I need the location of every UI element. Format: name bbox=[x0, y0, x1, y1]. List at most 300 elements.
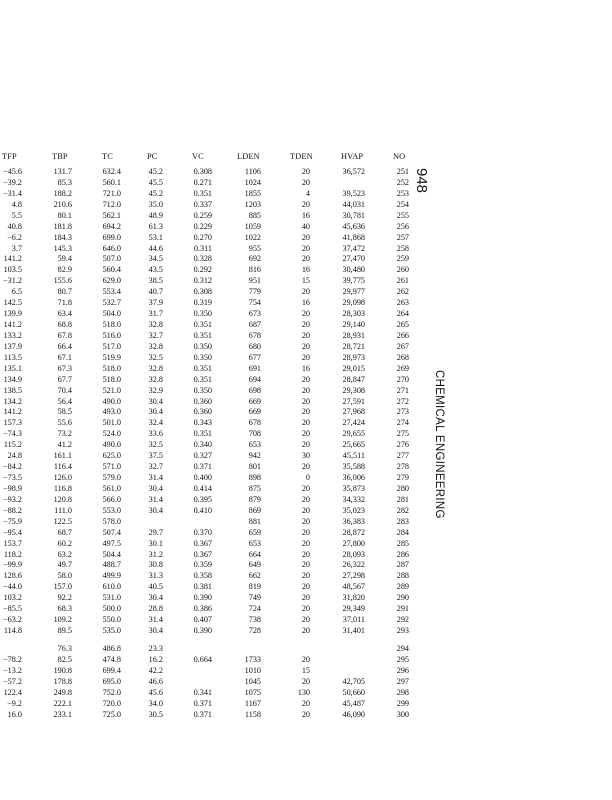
table-cell: 261 bbox=[396, 276, 409, 286]
table-cell: 521.0 bbox=[102, 385, 121, 395]
table-cell: 698 bbox=[248, 385, 261, 395]
table-cell: 278 bbox=[396, 462, 409, 472]
table-cell: 1733 bbox=[244, 654, 261, 664]
table-cell: 286 bbox=[396, 549, 409, 559]
table-cell: 0.351 bbox=[193, 363, 212, 373]
table-cell: 271 bbox=[396, 385, 409, 395]
table-cell: 20 bbox=[301, 429, 310, 439]
page-number: 948 bbox=[413, 168, 430, 194]
table-cell: 40 bbox=[301, 221, 310, 231]
table-cell: 71.8 bbox=[57, 298, 72, 308]
table-cell: 277 bbox=[396, 451, 409, 461]
table-cell: 951 bbox=[248, 276, 261, 286]
table-cell: 486.8 bbox=[102, 643, 121, 653]
table-cell: 34.5 bbox=[148, 254, 163, 264]
table-cell: 268 bbox=[396, 352, 409, 362]
table-cell: 20 bbox=[301, 698, 310, 708]
table-cell: 274 bbox=[396, 418, 409, 428]
table-cell: 46.6 bbox=[148, 676, 163, 686]
table-cell: 1045 bbox=[244, 676, 261, 686]
table-cell: 0.351 bbox=[193, 320, 212, 330]
table-cell: 0.340 bbox=[193, 440, 212, 450]
table-cell: 32.8 bbox=[148, 374, 163, 384]
table-cell: −13.2 bbox=[3, 665, 22, 675]
table-cell: 680 bbox=[248, 341, 261, 351]
table-cell: 721.0 bbox=[102, 188, 121, 198]
table-cell: 45.6 bbox=[148, 687, 163, 697]
table-cell: 20 bbox=[301, 494, 310, 504]
table-cell: 28,303 bbox=[342, 309, 365, 319]
table-cell: 664 bbox=[248, 549, 261, 559]
table-cell: 37,011 bbox=[342, 615, 365, 625]
table-cell: 32.4 bbox=[148, 418, 163, 428]
table-cell: 269 bbox=[396, 363, 409, 373]
table-cell: 38.5 bbox=[148, 276, 163, 286]
table-cell: 30.5 bbox=[148, 709, 163, 719]
table-cell: −93.2 bbox=[3, 494, 22, 504]
table-cell: 155.6 bbox=[53, 276, 72, 286]
table-cell: 27,591 bbox=[342, 396, 365, 406]
table-cell: 673 bbox=[248, 309, 261, 319]
table-cell: 42.2 bbox=[148, 665, 163, 675]
table-cell: 0.312 bbox=[193, 276, 212, 286]
table-cell: 699.0 bbox=[102, 232, 121, 242]
table-cell: 553.4 bbox=[102, 287, 121, 297]
table-cell: 0.360 bbox=[193, 396, 212, 406]
table-cell: 39,775 bbox=[342, 276, 365, 286]
table-cell: 20 bbox=[301, 676, 310, 686]
table-cell: 0.350 bbox=[193, 352, 212, 362]
table-cell: 490.0 bbox=[102, 396, 121, 406]
table-cell: 103.2 bbox=[3, 593, 22, 603]
table-cell: 31.7 bbox=[148, 309, 163, 319]
table-cell: 181.8 bbox=[53, 221, 72, 231]
table-cell: 20 bbox=[301, 582, 310, 592]
table-cell: 32.8 bbox=[148, 341, 163, 351]
table-cell: 0.664 bbox=[193, 654, 212, 664]
table-cell: 66.4 bbox=[57, 341, 72, 351]
table-cell: 1059 bbox=[244, 221, 261, 231]
table-cell: 31.2 bbox=[148, 549, 163, 559]
table-cell: 488.7 bbox=[102, 560, 121, 570]
table-cell: 816 bbox=[248, 265, 261, 275]
table-cell: 1022 bbox=[244, 232, 261, 242]
table-cell: 37.9 bbox=[148, 298, 163, 308]
table-cell: 0.259 bbox=[193, 210, 212, 220]
table-cell: 31.4 bbox=[148, 494, 163, 504]
table-cell: 20 bbox=[301, 309, 310, 319]
table-cell: 20 bbox=[301, 462, 310, 472]
table-cell: 297 bbox=[396, 676, 409, 686]
table-cell: 292 bbox=[396, 615, 409, 625]
table-cell: 276 bbox=[396, 440, 409, 450]
table-cell: 553.0 bbox=[102, 505, 121, 515]
table-cell: 579.0 bbox=[102, 473, 121, 483]
table-cell: 507.0 bbox=[102, 254, 121, 264]
table-cell: 222.1 bbox=[53, 698, 72, 708]
table-cell: 53.1 bbox=[148, 232, 163, 242]
table-cell: 40.7 bbox=[148, 287, 163, 297]
table-cell: 251 bbox=[396, 167, 409, 176]
table-cell: 779 bbox=[248, 287, 261, 297]
table-cell: 39,523 bbox=[342, 188, 365, 198]
table-cell: 20 bbox=[301, 604, 310, 614]
table-cell: 252 bbox=[396, 177, 409, 187]
table-cell: 134.2 bbox=[3, 396, 22, 406]
table-cell: 32.5 bbox=[148, 352, 163, 362]
table-cell: 4.8 bbox=[11, 199, 22, 209]
table-cell: 122.4 bbox=[3, 687, 22, 697]
table-cell: 6.5 bbox=[11, 287, 22, 297]
table-cell: 63.2 bbox=[57, 549, 72, 559]
table-cell: 507.4 bbox=[102, 527, 121, 537]
table-cell: 28,721 bbox=[342, 341, 365, 351]
table-cell: 266 bbox=[396, 330, 409, 340]
table-cell: 30.1 bbox=[148, 538, 163, 548]
table-cell: 120.8 bbox=[53, 494, 72, 504]
table-cell: 725.0 bbox=[102, 709, 121, 719]
table-cell: 1167 bbox=[244, 698, 261, 708]
table-cell: 0.308 bbox=[193, 287, 212, 297]
table-cell: 20 bbox=[301, 330, 310, 340]
table-cell: 20 bbox=[301, 709, 310, 719]
table-cell: 571.0 bbox=[102, 462, 121, 472]
table-cell: 30,480 bbox=[342, 265, 365, 275]
column-header: TDEN bbox=[290, 152, 313, 161]
table-cell: 32.9 bbox=[148, 385, 163, 395]
table-cell: 32.7 bbox=[148, 462, 163, 472]
table-cell: 249.8 bbox=[53, 687, 72, 697]
table-cell: 68.7 bbox=[57, 527, 72, 537]
table-cell: 20 bbox=[301, 516, 310, 526]
table-cell: 625.0 bbox=[102, 451, 121, 461]
table-cell: 35.0 bbox=[148, 199, 163, 209]
table-cell: 493.0 bbox=[102, 407, 121, 417]
table-cell: 518.0 bbox=[102, 363, 121, 373]
column-header: TFP bbox=[2, 152, 17, 161]
table-cell: 31,820 bbox=[342, 593, 365, 603]
table-cell: 37.5 bbox=[148, 451, 163, 461]
table-cell: 0.292 bbox=[193, 265, 212, 275]
table-cell: 291 bbox=[396, 604, 409, 614]
table-cell: 692 bbox=[248, 254, 261, 264]
table-cell: −44.0 bbox=[3, 582, 22, 592]
table-cell: 298 bbox=[396, 687, 409, 697]
table-cell: 560.4 bbox=[102, 265, 121, 275]
table-cell: 662 bbox=[248, 571, 261, 581]
table-cell: 504.4 bbox=[102, 549, 121, 559]
table-cell: 29,977 bbox=[342, 287, 365, 297]
table-cell: 687 bbox=[248, 320, 261, 330]
running-head: CHEMICAL ENGINEERING bbox=[433, 370, 445, 519]
table-cell: 130 bbox=[297, 687, 310, 697]
table-cell: 284 bbox=[396, 527, 409, 537]
table-cell: 504.0 bbox=[102, 309, 121, 319]
table-cell: 0.395 bbox=[193, 494, 212, 504]
column-header: VC bbox=[192, 152, 204, 161]
table-cell: 254 bbox=[396, 199, 409, 209]
table-cell: 280 bbox=[396, 483, 409, 493]
table-cell: 517.0 bbox=[102, 341, 121, 351]
table-cell: 73.2 bbox=[57, 429, 72, 439]
table-cell: 1855 bbox=[244, 188, 261, 198]
table-cell: 264 bbox=[396, 309, 409, 319]
table-cell: 153.7 bbox=[3, 538, 22, 548]
table-cell: 44,031 bbox=[342, 199, 365, 209]
table-cell: 28.8 bbox=[148, 604, 163, 614]
table-cell: 518.0 bbox=[102, 320, 121, 330]
table-cell: 20 bbox=[301, 483, 310, 493]
table-cell: 113.5 bbox=[3, 352, 22, 362]
table-cell: 16 bbox=[301, 363, 310, 373]
table-cell: 0.337 bbox=[193, 199, 212, 209]
table-cell: 0.270 bbox=[193, 232, 212, 242]
table-cell: 885 bbox=[248, 210, 261, 220]
table-cell: 653 bbox=[248, 440, 261, 450]
table-cell: 1010 bbox=[244, 665, 261, 675]
table-cell: −95.4 bbox=[3, 527, 22, 537]
table-cell: 138.5 bbox=[3, 385, 22, 395]
table-cell: 109.2 bbox=[53, 615, 72, 625]
table-cell: 32.8 bbox=[148, 320, 163, 330]
table-cell: 122.5 bbox=[53, 516, 72, 526]
table-cell: 45.5 bbox=[148, 177, 163, 187]
table-cell: 60.2 bbox=[57, 538, 72, 548]
table-cell: 20 bbox=[301, 538, 310, 548]
table-cell: 27,968 bbox=[342, 407, 365, 417]
table-cell: −75.9 bbox=[3, 516, 22, 526]
table-cell: 0.390 bbox=[193, 593, 212, 603]
table-cell: 659 bbox=[248, 527, 261, 537]
table-cell: 294 bbox=[396, 643, 409, 653]
table-cell: 58.0 bbox=[57, 571, 72, 581]
table-cell: 27,298 bbox=[342, 571, 365, 581]
table-cell: 23.3 bbox=[148, 643, 163, 653]
table-cell: 270 bbox=[396, 374, 409, 384]
table-cell: 691 bbox=[248, 363, 261, 373]
table-cell: 955 bbox=[248, 243, 261, 253]
table-cell: 560.1 bbox=[102, 177, 121, 187]
table-cell: 28,093 bbox=[342, 549, 365, 559]
table-cell: 524.0 bbox=[102, 429, 121, 439]
table-cell: 30 bbox=[301, 451, 310, 461]
table-cell: −39.2 bbox=[3, 177, 22, 187]
table-cell: 501.0 bbox=[102, 418, 121, 428]
table-cell: 27,470 bbox=[342, 254, 365, 264]
table-cell: 30.4 bbox=[148, 396, 163, 406]
table-cell: 31.4 bbox=[148, 473, 163, 483]
table-cell: 0.319 bbox=[193, 298, 212, 308]
table-cell: 290 bbox=[396, 593, 409, 603]
table-cell: 20 bbox=[301, 232, 310, 242]
table-cell: 45.2 bbox=[148, 188, 163, 198]
table-cell: 752.0 bbox=[102, 687, 121, 697]
table-cell: 0.370 bbox=[193, 527, 212, 537]
table-cell: 712.0 bbox=[102, 199, 121, 209]
table-cell: 0.311 bbox=[193, 243, 212, 253]
table-cell: 0.410 bbox=[193, 505, 212, 515]
table-cell: 80.7 bbox=[57, 287, 72, 297]
table-cell: 29,655 bbox=[342, 429, 365, 439]
table-cell: 1106 bbox=[244, 167, 261, 176]
table-cell: 695.0 bbox=[102, 676, 121, 686]
table-cell: 34,332 bbox=[342, 494, 365, 504]
table-cell: 111.0 bbox=[54, 505, 72, 515]
table-cell: −31.2 bbox=[3, 276, 22, 286]
table-cell: 257 bbox=[396, 232, 409, 242]
table-cell: 142.5 bbox=[3, 298, 22, 308]
table-cell: 29.7 bbox=[148, 527, 163, 537]
table-cell: 0.371 bbox=[193, 698, 212, 708]
table-cell: 256 bbox=[396, 221, 409, 231]
table-cell: 295 bbox=[396, 654, 409, 664]
table-cell: 115.2 bbox=[3, 440, 22, 450]
table-cell: 296 bbox=[396, 665, 409, 675]
table-cell: 875 bbox=[248, 483, 261, 493]
table-cell: 139.9 bbox=[3, 309, 22, 319]
table-cell: 20 bbox=[301, 593, 310, 603]
table-cell: 42,705 bbox=[342, 676, 365, 686]
table-cell: 720.0 bbox=[102, 698, 121, 708]
table-cell: 0.351 bbox=[193, 330, 212, 340]
table-cell: 299 bbox=[396, 698, 409, 708]
table-cell: 0.350 bbox=[193, 341, 212, 351]
table-cell: 30.8 bbox=[148, 560, 163, 570]
table-cell: 29,140 bbox=[342, 320, 365, 330]
table-cell: 629.0 bbox=[102, 276, 121, 286]
table-cell: −85.5 bbox=[3, 604, 22, 614]
table-cell: 58.5 bbox=[57, 407, 72, 417]
table-cell: 0.327 bbox=[193, 451, 212, 461]
table-cell: 20 bbox=[301, 418, 310, 428]
table-cell: 0.328 bbox=[193, 254, 212, 264]
table-cell: 0.414 bbox=[193, 483, 212, 493]
table-cell: 28,973 bbox=[342, 352, 365, 362]
table-cell: 653 bbox=[248, 538, 261, 548]
table-cell: 20 bbox=[301, 177, 310, 187]
table-cell: 20 bbox=[301, 385, 310, 395]
table-cell: 37,472 bbox=[342, 243, 365, 253]
table-cell: 649 bbox=[248, 560, 261, 570]
table-cell: 28,847 bbox=[342, 374, 365, 384]
table-cell: 134.9 bbox=[3, 374, 22, 384]
table-cell: 161.1 bbox=[53, 451, 72, 461]
table-cell: 85.3 bbox=[57, 177, 72, 187]
table-cell: 678 bbox=[248, 418, 261, 428]
table-cell: 566.0 bbox=[102, 494, 121, 504]
table-cell: 532.7 bbox=[102, 298, 121, 308]
table-cell: 20 bbox=[301, 560, 310, 570]
table-cell: 20 bbox=[301, 374, 310, 384]
table-cell: 15 bbox=[301, 276, 310, 286]
table-cell: 29,098 bbox=[342, 298, 365, 308]
table-cell: 141.2 bbox=[3, 254, 22, 264]
table-cell: 801 bbox=[248, 462, 261, 472]
table-cell: 36,572 bbox=[342, 167, 365, 176]
table-cell: −63.2 bbox=[3, 615, 22, 625]
table-cell: 20 bbox=[301, 571, 310, 581]
table-cell: 3.7 bbox=[11, 243, 22, 253]
table-cell: 287 bbox=[396, 560, 409, 570]
table-cell: 499.9 bbox=[102, 571, 121, 581]
table-cell: 0.351 bbox=[193, 429, 212, 439]
table-cell: 137.9 bbox=[3, 341, 22, 351]
table-cell: 0.358 bbox=[193, 571, 212, 581]
table-cell: −78.2 bbox=[3, 654, 22, 664]
table-cell: 82.5 bbox=[57, 654, 72, 664]
table-cell: 669 bbox=[248, 396, 261, 406]
table-cell: 16.2 bbox=[148, 654, 163, 664]
table-cell: 694 bbox=[248, 374, 261, 384]
table-cell: 46,090 bbox=[342, 709, 365, 719]
table-cell: 31.4 bbox=[148, 615, 163, 625]
table-cell: 610.0 bbox=[102, 582, 121, 592]
table-cell: 16 bbox=[301, 210, 310, 220]
table-cell: 28,931 bbox=[342, 330, 365, 340]
table-cell: 89.5 bbox=[57, 626, 72, 636]
table-cell: 0.400 bbox=[193, 473, 212, 483]
table-cell: 273 bbox=[396, 407, 409, 417]
table-cell: 26,322 bbox=[342, 560, 365, 570]
table-cell: 0.407 bbox=[193, 615, 212, 625]
table-cell: 114.8 bbox=[3, 626, 22, 636]
table-cell: 67.7 bbox=[57, 374, 72, 384]
table-cell: 293 bbox=[396, 626, 409, 636]
table-cell: 20 bbox=[301, 254, 310, 264]
table-cell: 118.2 bbox=[3, 549, 22, 559]
table-cell: 0.371 bbox=[193, 709, 212, 719]
table-cell: 36,383 bbox=[342, 516, 365, 526]
table-cell: 29,308 bbox=[342, 385, 365, 395]
table-cell: 678 bbox=[248, 330, 261, 340]
table-cell: 68.3 bbox=[57, 604, 72, 614]
table-cell: 133.2 bbox=[3, 330, 22, 340]
table-cell: 578.0 bbox=[102, 516, 121, 526]
table-cell: −57.2 bbox=[3, 676, 22, 686]
table-cell: 67.3 bbox=[57, 363, 72, 373]
table-cell: 45,511 bbox=[342, 451, 365, 461]
table-cell: 16.0 bbox=[7, 709, 22, 719]
table-cell: 20 bbox=[301, 440, 310, 450]
table-cell: 300 bbox=[396, 709, 409, 719]
table-cell: 190.8 bbox=[53, 665, 72, 675]
column-header: LDEN bbox=[237, 152, 260, 161]
table-cell: 36,006 bbox=[342, 473, 365, 483]
table-cell: 0.350 bbox=[193, 385, 212, 395]
table-cell: 63.4 bbox=[57, 309, 72, 319]
table-cell: 35,023 bbox=[342, 505, 365, 515]
table-cell: 265 bbox=[396, 320, 409, 330]
table-cell: −31.4 bbox=[3, 188, 22, 198]
table-cell: 31.3 bbox=[148, 571, 163, 581]
table-cell: 20 bbox=[301, 615, 310, 625]
table-cell: 20 bbox=[301, 527, 310, 537]
table-cell: 0.367 bbox=[193, 549, 212, 559]
table-cell: 694.2 bbox=[102, 221, 121, 231]
table-cell: 45,636 bbox=[342, 221, 365, 231]
table-cell: 0.343 bbox=[193, 418, 212, 428]
table-cell: 41,868 bbox=[342, 232, 365, 242]
table-cell: 819 bbox=[248, 582, 261, 592]
table-cell: 267 bbox=[396, 341, 409, 351]
table-cell: 67.1 bbox=[57, 352, 72, 362]
table-cell: 40.5 bbox=[148, 582, 163, 592]
table-cell: −84.2 bbox=[3, 462, 22, 472]
table-cell: 135.1 bbox=[3, 363, 22, 373]
table-cell: 255 bbox=[396, 210, 409, 220]
table-cell: 16 bbox=[301, 298, 310, 308]
table-cell: 210.6 bbox=[53, 199, 72, 209]
